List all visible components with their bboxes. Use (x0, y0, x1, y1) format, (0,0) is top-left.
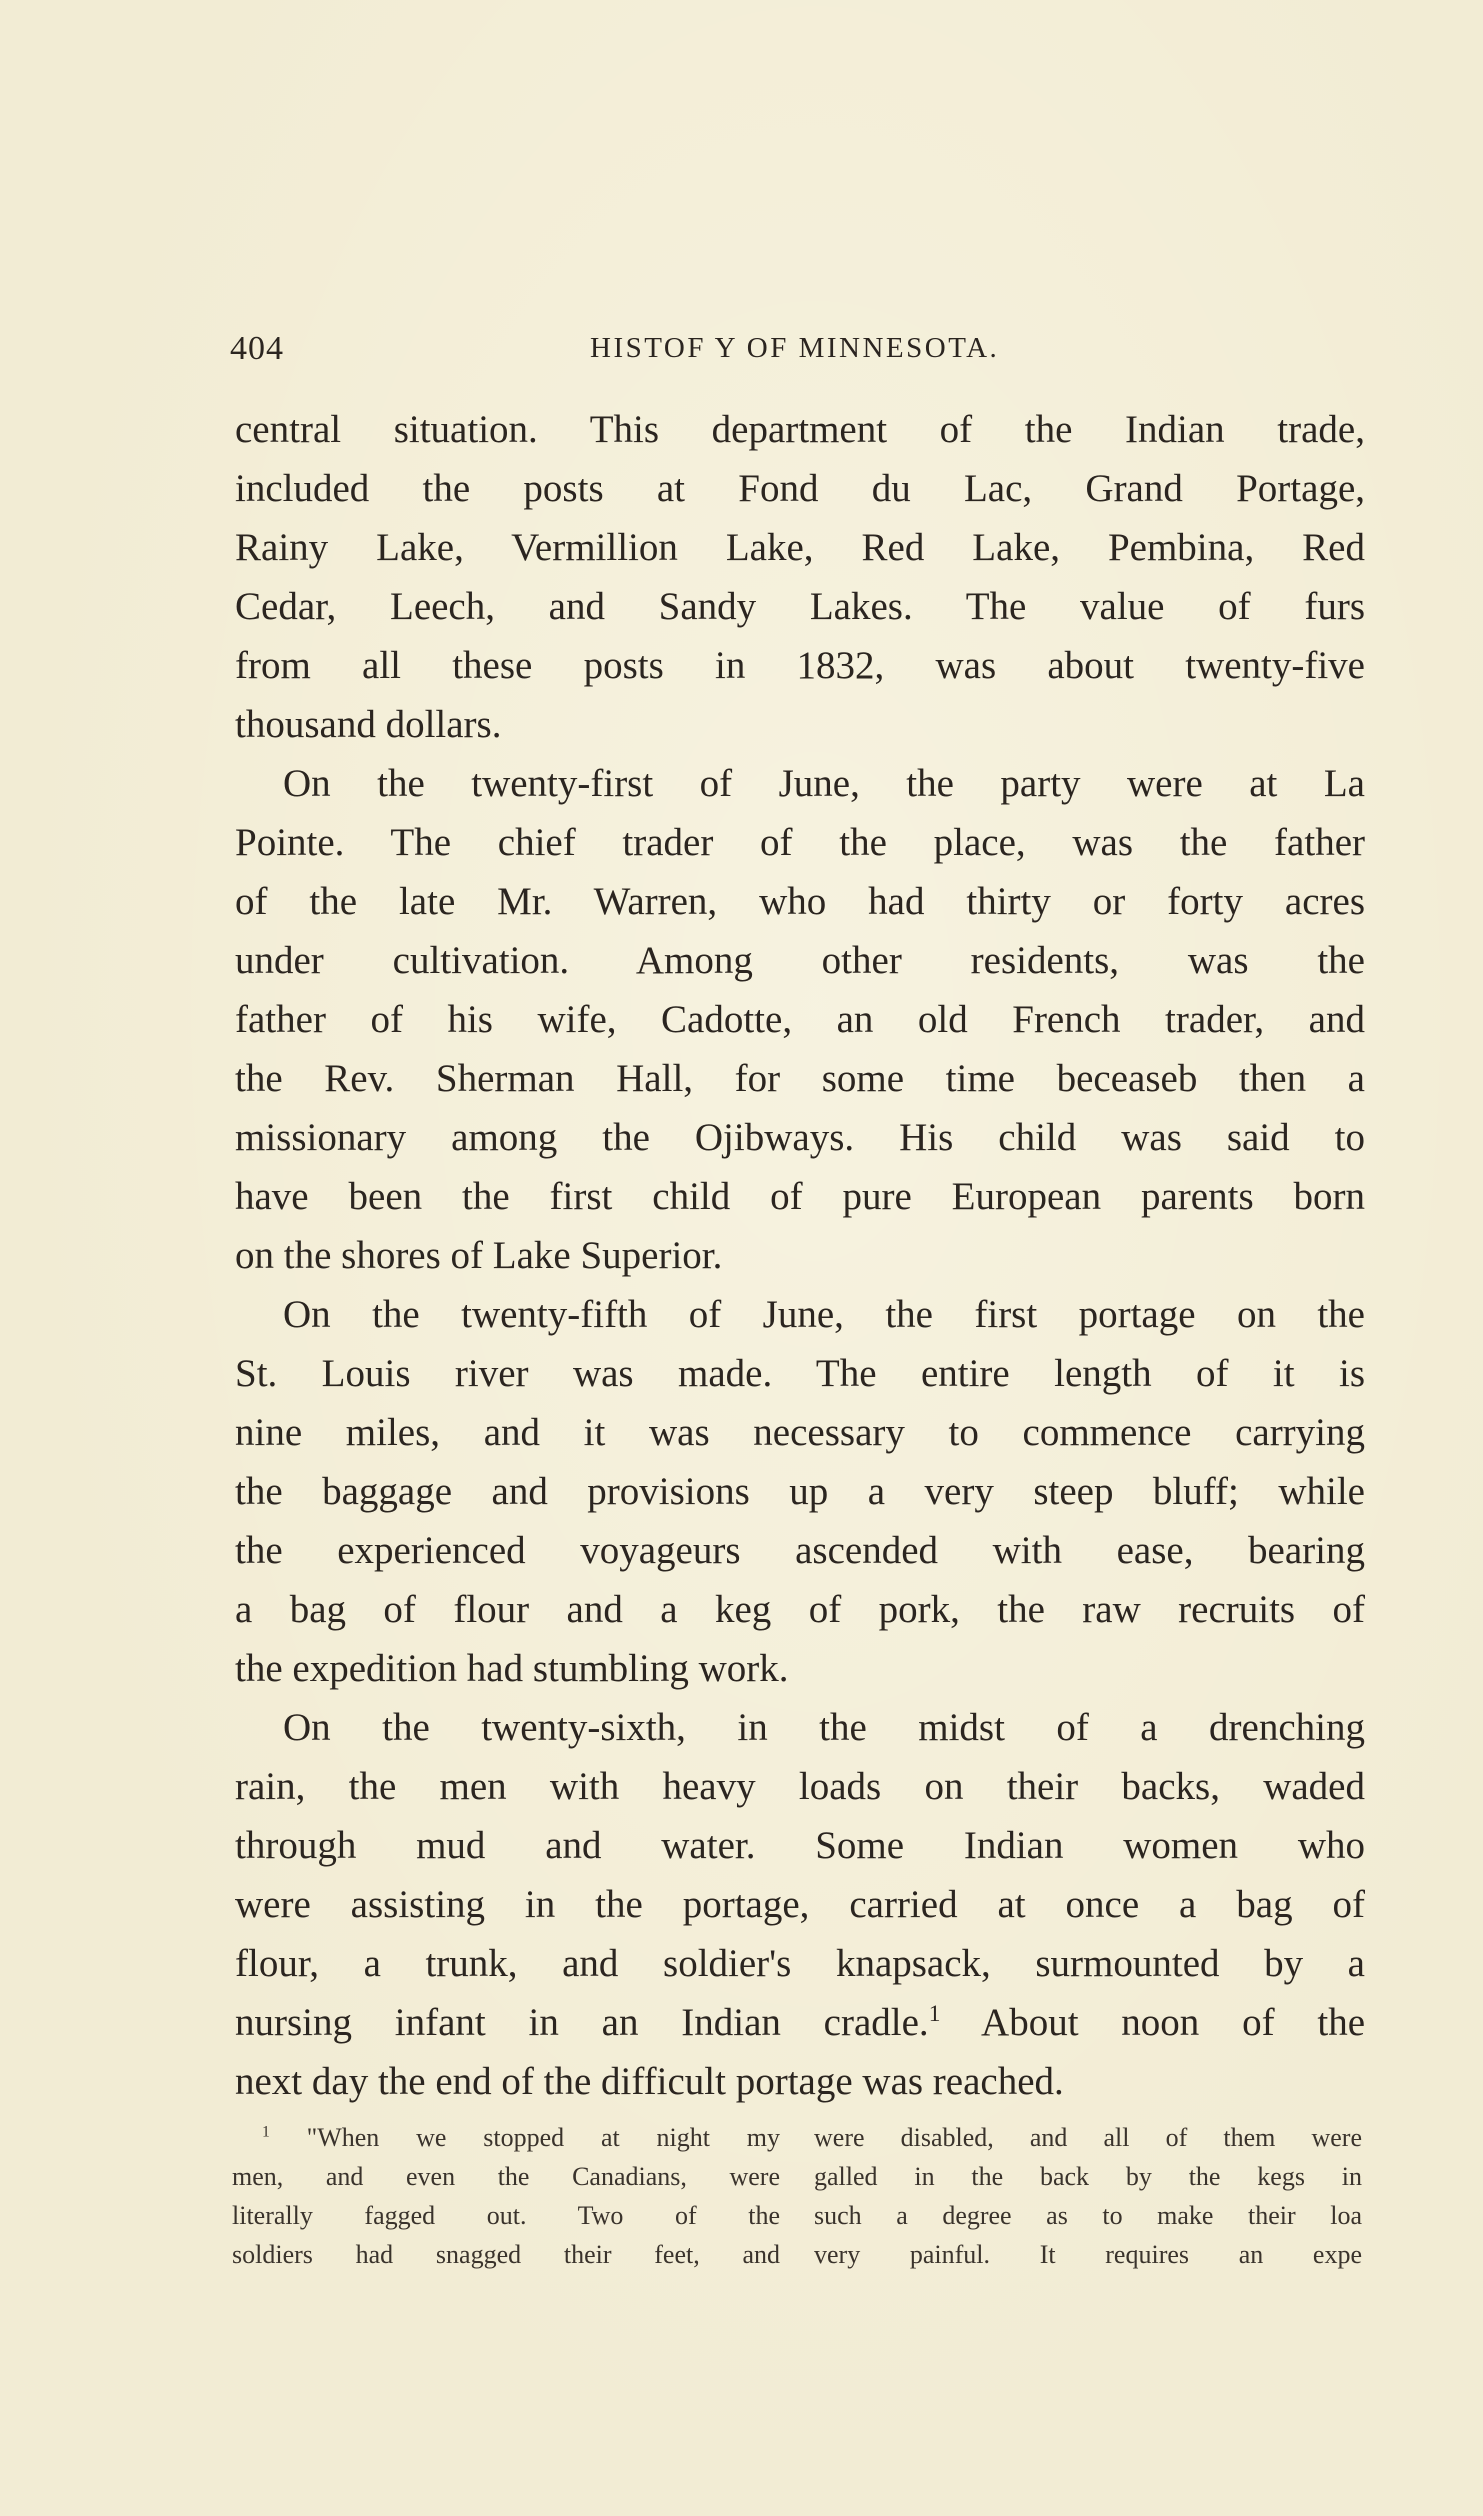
text-line: through mud and water. Some Indian women who (235, 1824, 1365, 1867)
text-line: rain, the men with heavy loads on their backs, waded (235, 1765, 1365, 1808)
text-line: missionary among the Ojibways. His child was said to (235, 1116, 1365, 1159)
footnote-line: soldiers had snagged their feet, and (232, 2240, 780, 2269)
text-line: On the twenty-first of June, the party were at La (283, 762, 1365, 805)
footnote-text: "When we stopped at night my (306, 2123, 780, 2152)
footnote-line: men, and even the Canadians, were (232, 2162, 780, 2191)
text-line: the expedition had stumbling work. (235, 1647, 789, 1690)
text-line: Cedar, Leech, and Sandy Lakes. The value of furs (235, 585, 1365, 628)
text-line: the Rev. Sherman Hall, for some time beceaseb then a (235, 1057, 1365, 1100)
footnote-left-column (232, 2118, 780, 2274)
text-line: Rainy Lake, Vermillion Lake, Red Lake, Pembina, Red (235, 526, 1365, 569)
text-line: a bag of flour and a keg of pork, the raw recruits of (235, 1588, 1365, 1631)
text-line-segment: nursing infant in an Indian cradle. (235, 2001, 929, 2044)
body-text (235, 400, 1365, 2111)
footnote-line: galled in the back by the kegs in (814, 2162, 1362, 2191)
footnote-line: very painful. It requires an expe (814, 2240, 1362, 2269)
text-line: under cultivation. Among other residents, was the (235, 939, 1365, 982)
text-line: from all these posts in 1832, was about twenty-five (235, 644, 1365, 687)
text-line: central situation. This department of the Indian trade, (235, 408, 1365, 451)
text-line: included the posts at Fond du Lac, Grand Portage, (235, 467, 1365, 510)
text-line: On the twenty-fifth of June, the first portage on the (283, 1293, 1365, 1336)
text-line: on the shores of Lake Superior. (235, 1234, 723, 1277)
footnote-marker: 1 (262, 2123, 270, 2141)
footnote-line: were disabled, and all of them were (814, 2123, 1362, 2152)
text-line: the experienced voyageurs ascended with ease, bearing (235, 1529, 1365, 1572)
text-line: of the late Mr. Warren, who had thirty or forty acres (235, 880, 1365, 923)
footnote-line: such a degree as to make their loa (814, 2201, 1362, 2230)
text-line: the baggage and provisions up a very steep bluff; while (235, 1470, 1365, 1513)
text-line: thousand dollars. (235, 703, 502, 746)
text-line: On the twenty-sixth, in the midst of a drenching (283, 1706, 1365, 1749)
footnote-line (232, 2118, 780, 2157)
text-line: have been the first child of pure European parents born (235, 1175, 1365, 1218)
text-line: St. Louis river was made. The entire length of it is (235, 1352, 1365, 1395)
footnote-line: literally fagged out. Two of the (232, 2201, 780, 2230)
page-number: 404 (230, 330, 284, 367)
text-line: flour, a trunk, and soldier's knapsack, surmounted by a (235, 1942, 1365, 1985)
text-line: father of his wife, Cadotte, an old French trader, and (235, 998, 1365, 1041)
footnote-right-column (814, 2118, 1362, 2274)
footnote-reference: 1 (928, 2001, 941, 2027)
text-line: nine miles, and it was necessary to commence carrying (235, 1411, 1365, 1454)
text-line: were assisting in the portage, carried at once a bag of (235, 1883, 1365, 1926)
text-line-with-footnote (235, 1993, 1365, 2052)
text-line-segment: About noon of the (940, 2001, 1365, 2044)
text-line: Pointe. The chief trader of the place, was the father (235, 821, 1365, 864)
running-title: HISTOF Y OF MINNESOTA. (590, 332, 1000, 364)
running-head (230, 330, 1370, 370)
footnotes (232, 2118, 1372, 2288)
text-line: next day the end of the difficult portage was reached. (235, 2060, 1064, 2103)
